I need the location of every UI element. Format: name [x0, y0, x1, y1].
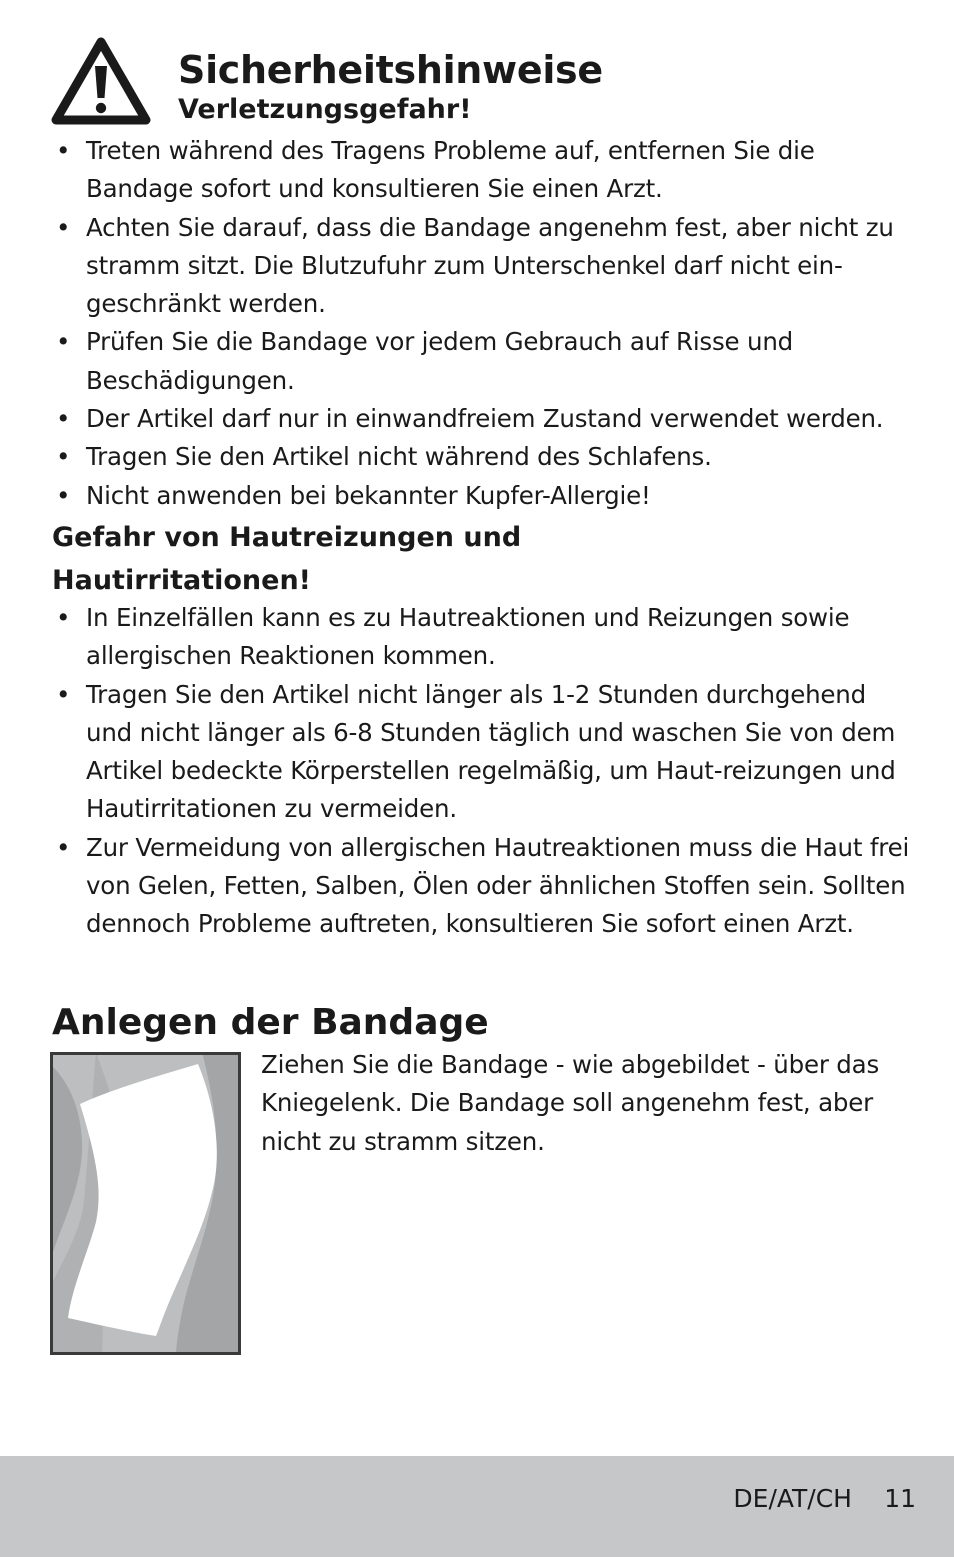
list-item: • Zur Vermeidung von allergischen Hautreaktionen muss die Haut frei von Gelen, Fetten, Salben, Ölen oder ähnlichen Stoffen sein. Sollten dennoch Probleme auftreten, konsultieren Sie sofort einen Arzt. — [52, 829, 912, 944]
page-footer — [0, 1456, 954, 1557]
warning-triangle-icon — [50, 36, 152, 126]
list-item: • Nicht anwenden bei bekannter Kupfer-Allergie! — [52, 477, 912, 515]
list-item: • Tragen Sie den Artikel nicht länger als 1-2 Stunden durchgehend und nicht länger als 6-8 Stunden täglich und waschen Sie von dem Artikel bedeckte Körperstellen regelmäßig, um Haut-reizungen und Hautirritationen zu vermeiden. — [52, 676, 912, 829]
application-heading: Anlegen der Bandage — [52, 1002, 489, 1043]
page-number: 11 — [884, 1484, 916, 1513]
page-title: Sicherheitshinweise — [178, 48, 603, 92]
injury-warning-heading: Verletzungsgefahr! — [178, 94, 472, 125]
list-item: • Prüfen Sie die Bandage vor jedem Gebrauch auf Risse und Beschädigungen. — [52, 323, 912, 400]
list-item: • Der Artikel darf nur in einwandfreiem Zustand verwendet werden. — [52, 400, 912, 438]
injury-warning-list — [52, 132, 912, 515]
skin-irritation-heading: Gefahr von Hautreizungen und Hautirritationen! — [52, 522, 522, 596]
footer-region: DE/AT/CH — [733, 1484, 852, 1513]
application-text: Ziehen Sie die Bandage - wie abgebildet - über das Kniegelenk. Die Bandage soll angenehm fest, aber nicht zu stramm sitzen. — [261, 1050, 880, 1156]
list-item: • Achten Sie darauf, dass die Bandage angenehm fest, aber nicht zu stramm sitzt. Die Blutzufuhr zum Unterschenkel darf nicht ein-geschränkt werden. — [52, 209, 912, 324]
list-item: • Tragen Sie den Artikel nicht während des Schlafens. — [52, 438, 912, 476]
list-item: • In Einzelfällen kann es zu Hautreaktionen und Reizungen sowie allergischen Reaktionen kommen. — [52, 599, 912, 676]
skin-irritation-list — [52, 599, 912, 944]
list-item: • Treten während des Tragens Probleme auf, entfernen Sie die Bandage sofort und konsultieren Sie einen Arzt. — [52, 132, 912, 209]
knee-bandage-illustration — [50, 1052, 241, 1355]
